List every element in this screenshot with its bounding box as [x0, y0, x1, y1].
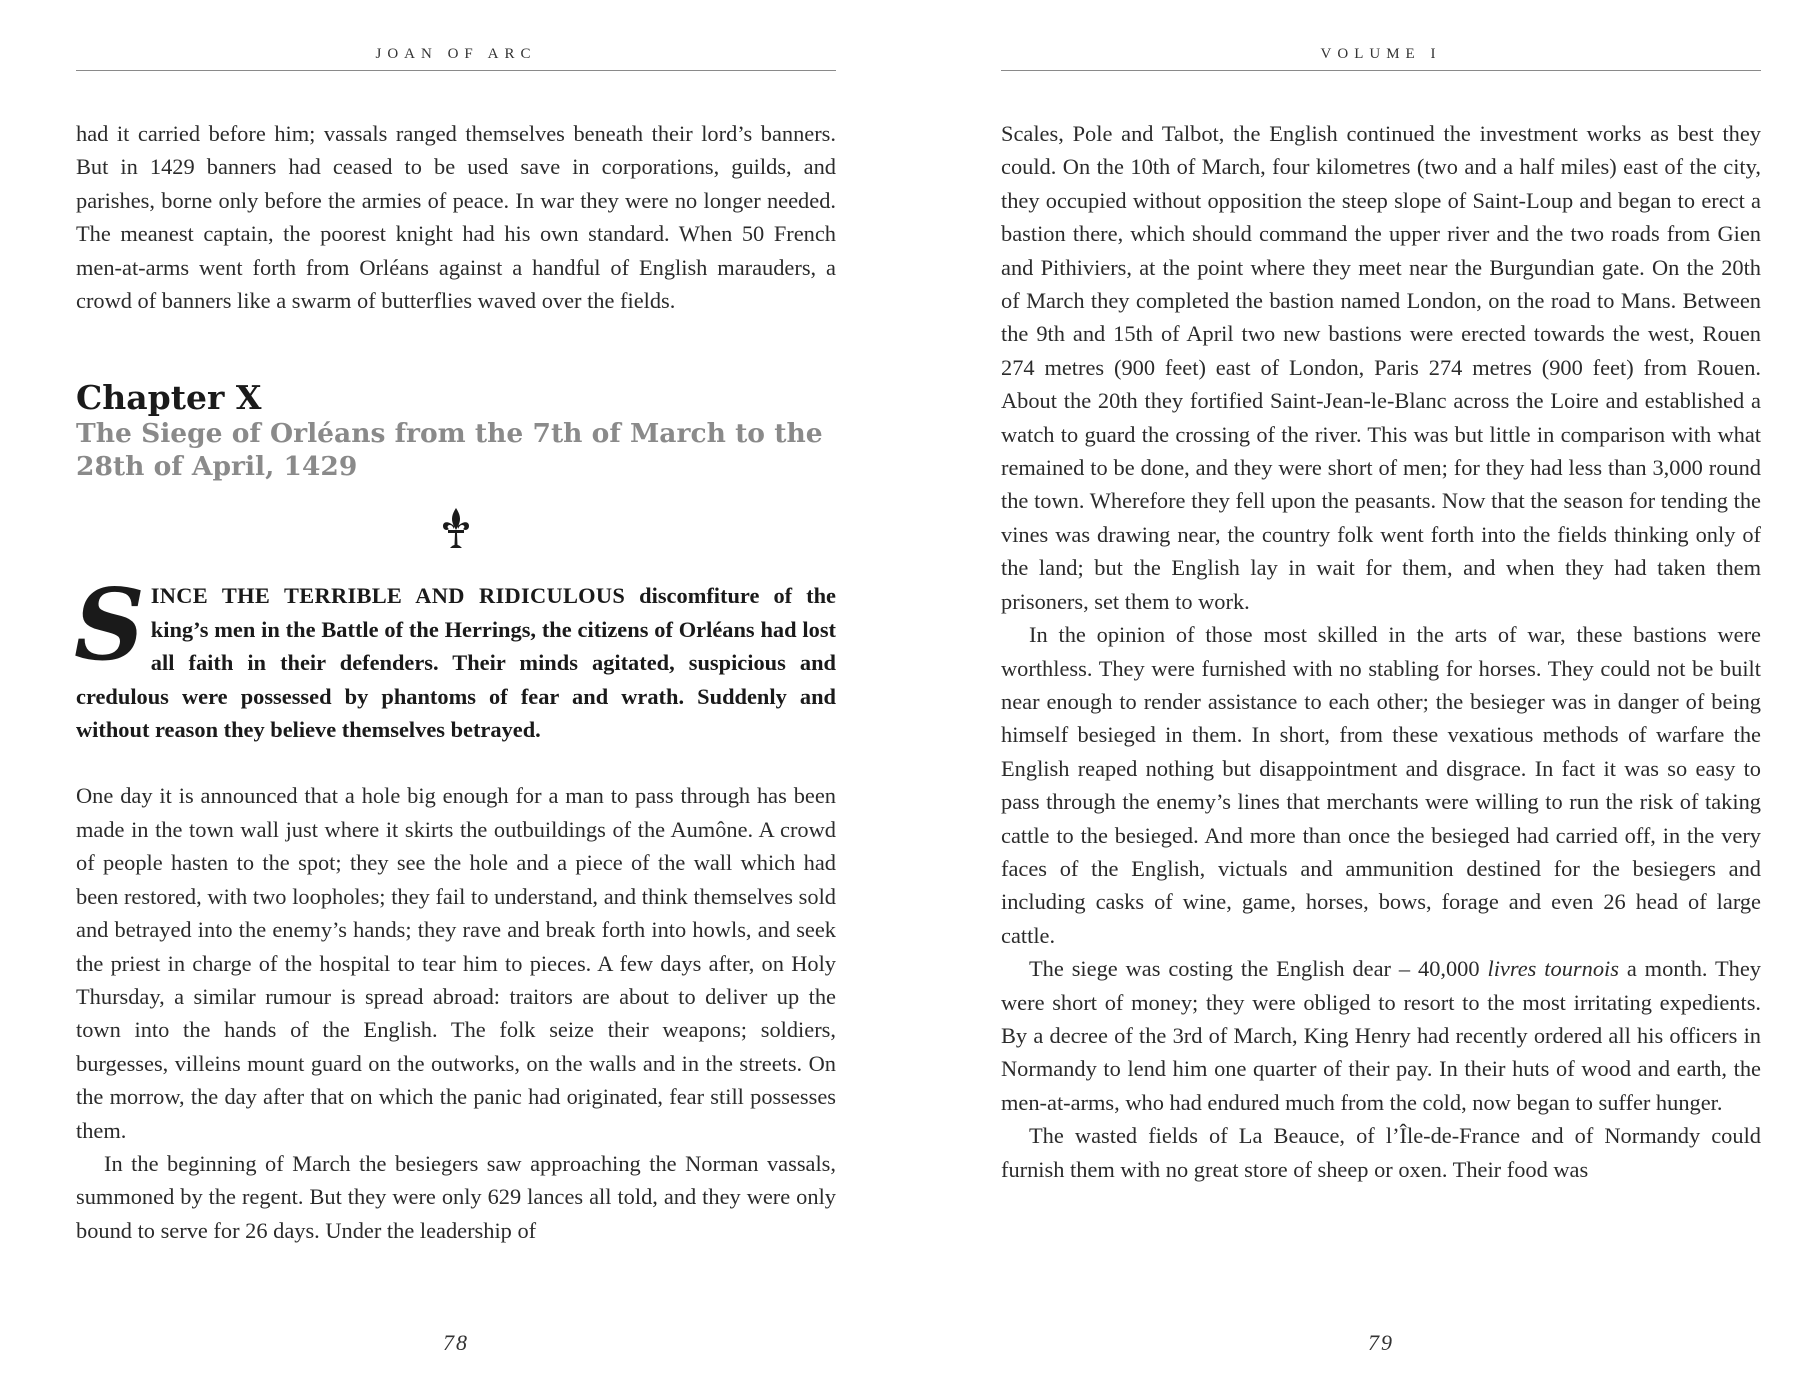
running-head-left: JOAN OF ARC: [375, 46, 537, 62]
continued-paragraph: had it carried before him; vassals ranged themselves beneath their lord’s banners. But in 1429 banners had ceased to be used save in corporations, guilds, and parishes, borne only before the armies of peace. In war they were no longer needed. The meanest captain, the poorest knight had his own standard. When 50 French men-at-arms went forth from Orléans against a handful of English marauders, a crowd of banners like a swarm of butterflies waved over the fields.: [76, 121, 836, 314]
paragraph: [1001, 952, 1761, 1119]
right-page: [1001, 0, 1761, 1395]
fleur-de-lis-icon: [441, 507, 471, 549]
left-page: [76, 0, 836, 1395]
paragraph: In the opinion of those most skilled in the arts of war, these bastions were worthless. They were furnished with no stabling for horses. They could not be built near enough to render assistance to each other; the besieger was in danger of being himself besieged in them. In short, from these vexatious methods of warfare the English reaped nothing but disappointment and disgrace. In fact it was so easy to pass through the enemy’s lines that merchants were willing to run the risk of taking cattle to the besieged. And more than once the besieged had carried off, in the very faces of the English, victuals and ammunition destined for the besiegers and including casks of wine, game, horses, bows, forage and even 26 head of large cattle.: [1001, 622, 1761, 948]
paragraph-gap: [76, 746, 836, 779]
header-rule-right: [1001, 70, 1761, 71]
left-page-text: [76, 117, 836, 1247]
chapter-title: Chapter X: [76, 378, 262, 418]
paragraph-text: The siege was costing the English dear – 40,000: [1029, 956, 1488, 982]
paragraph-text: a month. They were short of money; they were obliged to resort to the most irritating expedients. By a decree of the 3rd of March, King Henry had recently ordered all his officers in Normandy to lend him one quarter of their pay. In their huts of wood and earth, the men-at-arms, who had endured much from the cold, now began to suffer hunger.: [1001, 956, 1762, 1115]
chapter-lead-paragraph: [74, 568, 836, 746]
header-rule-left: [76, 70, 836, 71]
lead-text: discomfiture of the king’s men in the Battle of the Herrings, the citizens of Orléans had lost all faith in their defenders. Their minds agitated, suspicious and credulous were possessed by phantoms of fear and wrath. Suddenly and without reason they believe themselves betrayed.: [76, 583, 836, 743]
chapter-heading: [76, 379, 836, 549]
running-head-right: VOLUME I: [1320, 46, 1442, 62]
paragraph: One day it is announced that a hole big enough for a man to pass through has been made in the town wall just where it skirts the outbuildings of the Aumône. A crowd of people hasten to the spot; they see the hole and a piece of the wall which had been restored, with two loopholes; they fail to understand, and think themselves sold and betrayed into the enemy’s hands; they rave and break forth into howls, and seek the priest in charge of the hospital to tear him to pieces. A few days after, on Holy Thursday, a similar rumour is spread abroad: traitors are about to deliver up the town into the hands of the English. The folk seize their weapons; soldiers, burgesses, villeins mount guard on the outworks, on the walls and in the streets. On the morrow, the day after that on which the panic had originated, fear still possesses them.: [76, 783, 836, 1143]
chapter-subtitle-line-2: 28th of April, 1429: [76, 451, 358, 483]
drop-cap: S: [74, 568, 145, 684]
paragraph: The wasted fields of La Beauce, of l’Île-de-France and of Normandy could furnish them with no great store of sheep or oxen. Their food was: [1001, 1123, 1761, 1182]
page-number-left: 78: [443, 1330, 469, 1355]
italic-term: livres tournois: [1487, 956, 1619, 982]
lead-small-caps: INCE THE TERRIBLE AND RIDICULOUS: [150, 583, 626, 609]
paragraph: In the beginning of March the besiegers saw approaching the Norman vassals, summoned by the regent. But they were only 629 lances all told, and they were only bound to serve for 26 days. Under the leadership of: [76, 1150, 836, 1243]
chapter-subtitle-line-1: The Siege of Orléans from the 7th of March to the: [76, 418, 823, 450]
continued-paragraph: Scales, Pole and Talbot, the English continued the investment works as best they could. On the 10th of March, four kilometres (two and a half miles) east of the city, they occupied without opposition the steep slope of Saint-Loup and began to erect a bastion there, which should command the upper river and the two roads from Gien and Pithiviers, at the point where they meet near the Burgundian gate. On the 20th of March they completed the bastion named London, on the road to Mans. Between the 9th and 15th of April two new bastions were erected towards the west, Rouen 274 metres (900 feet) east of London, Paris 274 metres (900 feet) from Rouen. About the 20th they fortified Saint-Jean-le-Blanc across the Loire and established a watch to guard the crossing of the river. This was but little in comparison with what remained to be done, and they were short of men; for they had less than 3,000 round the town. Wherefore they fell upon the peasants. Now that the season for tending the vines was drawing near, the country folk went forth into the fields thinking only of the land; but the English lay in wait for them, and when they had taken them prisoners, set them to work.: [1001, 121, 1761, 614]
page-number-right: 79: [1368, 1330, 1394, 1355]
right-page-text: [1001, 117, 1761, 1186]
